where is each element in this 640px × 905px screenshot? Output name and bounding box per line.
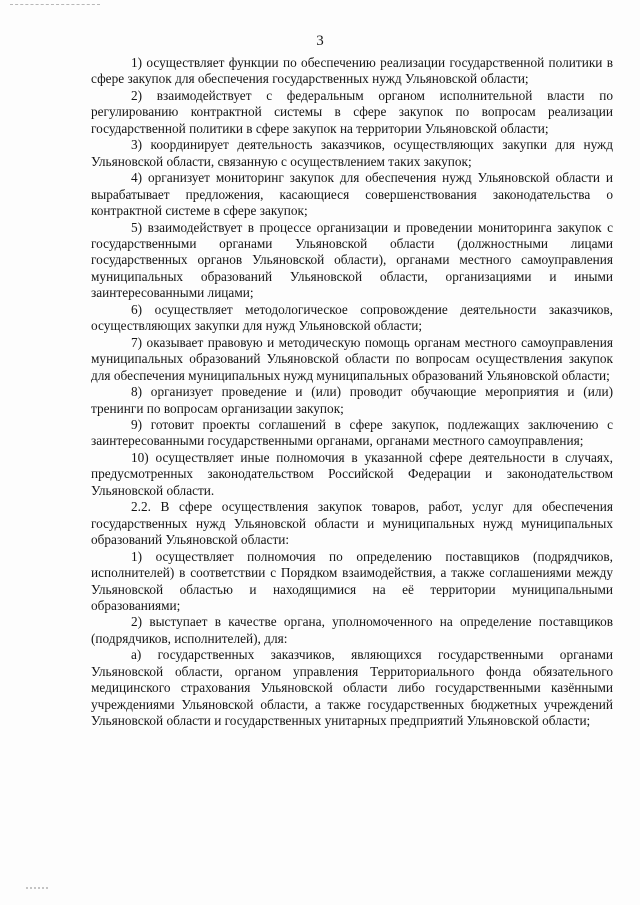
section-2-2-item-2: 2) выступает в качестве органа, уполномоченного на определение поставщиков (подрядчиков, исполнителей), для:	[91, 614, 613, 646]
paragraph-4: 4) организует мониторинг закупок для обеспечения нужд Ульяновской области и вырабатывает предложения, касающиеся совершенствования законодательства о контрактной системе в сфере закупок;	[91, 170, 613, 219]
section-2-2-heading-paragraph: 2.2. В сфере осуществления закупок товаров, работ, услуг для обеспечения государственных нужд Ульяновской области и муниципальных нужд муниципальных образований Ульяновской области:	[91, 499, 613, 548]
scan-edge-mark	[10, 4, 100, 6]
document-body	[91, 55, 613, 730]
paragraph-9: 9) готовит проекты соглашений в сфере закупок, подлежащих заключению с заинтересованными государственными органами, органами местного самоуправления;	[91, 416, 613, 449]
paragraph-2: 2) взаимодействует с федеральным органом исполнительной власти по регулированию контрактной системы в сфере закупок по вопросам реализации государственной политики в сфере закупок на территории Ульяновской области;	[91, 87, 613, 136]
page-number: 3	[316, 33, 324, 49]
paragraph-5: 5) взаимодействует в процессе организации и проведении мониторинга закупок с государственными органами Ульяновской области (должностными лицами государственных органов Ульяновской области), органами местного самоуправления муниципальных образований Ульяновской области, организациями и иными заинтересованными лицами;	[91, 219, 613, 301]
section-2-2-item-1: 1) осуществляет полномочия по определению поставщиков (подрядчиков, исполнителей) в соответствии с Порядком взаимодействия, а также соглашениями между Ульяновской областью и находящимися на её территории муниципальными образованиями;	[91, 548, 613, 613]
paragraph-6: 6) осуществляет методологическое сопровождение деятельности заказчиков, осуществляющих закупки для нужд Ульяновской области;	[91, 301, 613, 334]
paragraph-10: 10) осуществляет иные полномочия в указанной сфере деятельности в случаях, предусмотренных законодательством Российской Федерации и законодательством Ульяновской области.	[91, 449, 613, 498]
scan-artifact-mark	[26, 887, 48, 892]
paragraph-8: 8) организует проведение и (или) проводит обучающие мероприятия и (или) тренинги по вопросам организации закупок;	[91, 384, 613, 416]
paragraph-1: 1) осуществляет функции по обеспечению реализации государственной политики в сфере закупок для обеспечения государственных нужд Ульяновской области;	[91, 55, 613, 87]
section-2-2-item-2a: а) государственных заказчиков, являющихся государственными органами Ульяновской области, органом управления Территориального фонда обязательного медицинского страхования Ульяновской области либо государственными казёнными учреждениями Ульяновской области, а также государственных бюджетных учреждений Ульяновской области и государственных унитарных предприятий Ульяновской области;	[91, 647, 613, 729]
paragraph-7: 7) оказывает правовую и методическую помощь органам местного самоуправления муниципальных образований Ульяновской области по вопросам осуществления закупок для обеспечения муниципальных нужд муниципальных образований Ульяновской области;	[91, 334, 613, 383]
paragraph-3: 3) координирует деятельность заказчиков, осуществляющих закупки для нужд Ульяновской области, связанную с осуществлением таких закупок;	[91, 137, 613, 169]
